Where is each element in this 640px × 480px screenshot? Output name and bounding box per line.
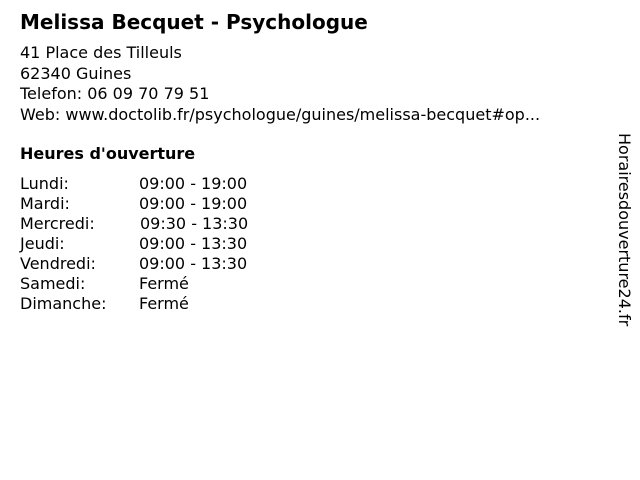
day-label: Mercredi: — [20, 214, 95, 233]
day-hours: 09:30 - 13:30 — [140, 214, 249, 233]
day-hours: Fermé — [139, 274, 189, 293]
day-label: Jeudi: — [20, 234, 65, 253]
day-label: Mardi: — [20, 194, 70, 213]
day-hours: 09:00 - 19:00 — [139, 174, 248, 193]
address-block — [20, 43, 540, 125]
day-label: Dimanche: — [20, 294, 107, 313]
phone-line: Telefon: 06 09 70 79 51 — [20, 84, 210, 103]
site-watermark: Horairesdouverture24.fr — [615, 133, 634, 327]
day-hours: Fermé — [139, 294, 189, 313]
day-label: Vendredi: — [20, 254, 96, 273]
day-hours: 09:00 - 19:00 — [139, 194, 248, 213]
postal-city: 62340 Guines — [20, 63, 132, 83]
opening-hours-heading: Heures d'ouverture — [20, 144, 196, 163]
day-hours: 09:00 - 13:30 — [139, 234, 248, 253]
day-label: Samedi: — [20, 274, 86, 293]
web-line: Web: www.doctolib.fr/psychologue/guines/melissa-becquet#op... — [20, 104, 541, 124]
street-address: 41 Place des Tilleuls — [20, 43, 182, 62]
day-hours: 09:00 - 13:30 — [139, 254, 248, 273]
page-title: Melissa Becquet - Psychologue — [20, 10, 368, 34]
day-label: Lundi: — [20, 174, 69, 193]
